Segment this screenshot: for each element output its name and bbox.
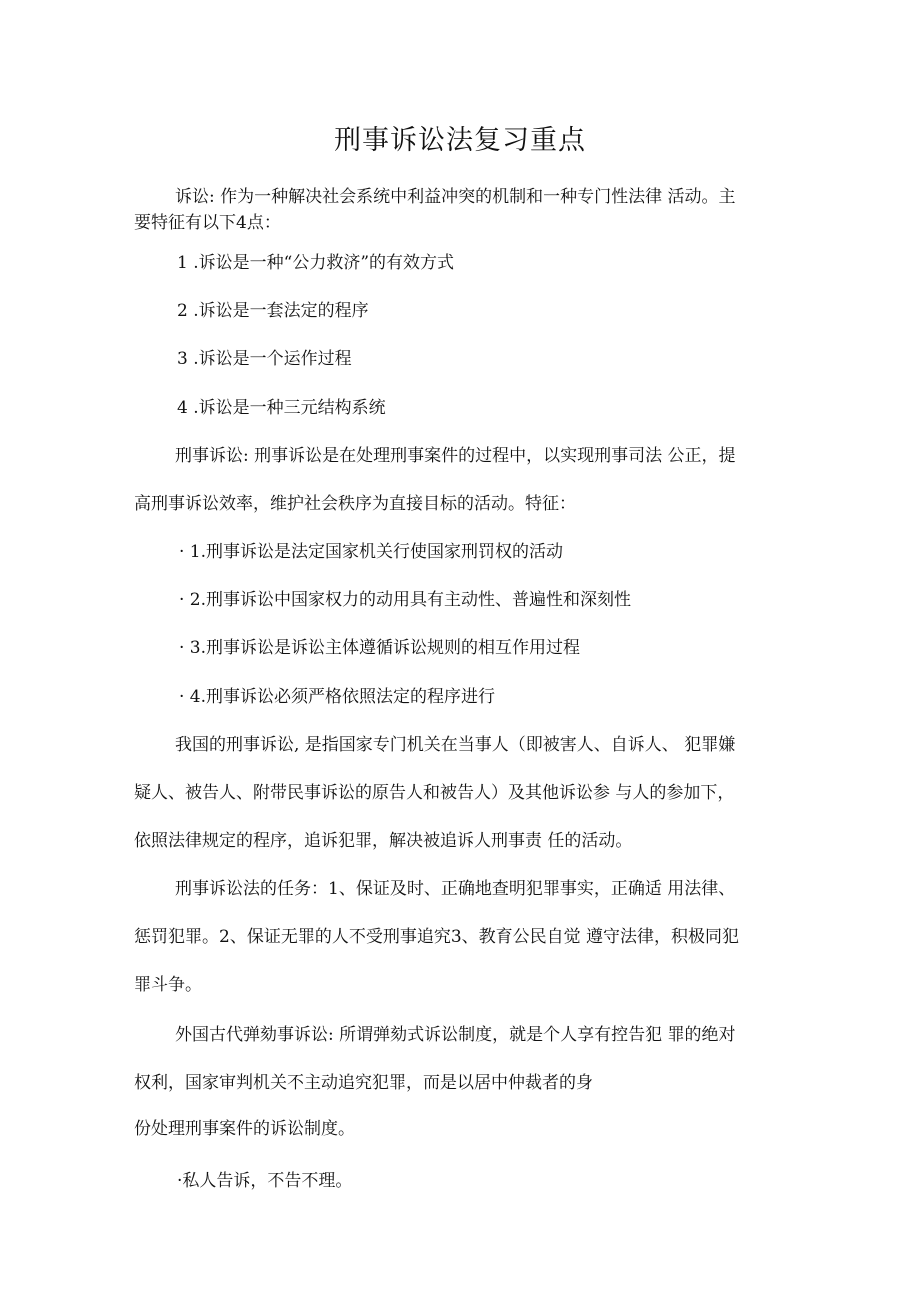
paragraph-litigation-line2: 要特征有以下4点： xyxy=(134,213,281,233)
paragraph-china-litigation-line3: 依照法律规定的程序，追诉犯罪，解决被追诉人刑事责 任的活动。 xyxy=(134,831,633,851)
paragraph-litigation-line1: 诉讼: 作为一种解决社会系统中利益冲突的机制和一种专门性法律 活动。主 xyxy=(175,187,736,207)
paragraph-criminal-litigation-line1: 刑事诉讼: 刑事诉讼是在处理刑事案件的过程中，以实现刑事司法 公正，提 xyxy=(175,446,736,466)
list-item: · 4.刑事诉讼必须严格依照法定的程序进行 xyxy=(179,687,496,707)
list-item: 3 .诉讼是一个运作过程 xyxy=(177,349,352,369)
paragraph-impeachment-line2: 权利，国家审判机关不主动追究犯罪，而是以居中仲裁者的身 xyxy=(134,1073,593,1093)
paragraph-impeachment-line1: 外国古代弹劾事诉讼: 所谓弹劾式诉讼制度，就是个人享有控告犯 罪的绝对 xyxy=(175,1025,736,1045)
paragraph-tasks-line1: 刑事诉讼法的任务：1、保证及时、正确地查明犯罪事实，正确适 用法律、 xyxy=(175,879,736,899)
paragraph-tasks-line2: 惩罚犯罪。2、保证无罪的人不受刑事追究3、教育公民自觉 遵守法律，积极同犯 xyxy=(134,927,740,947)
paragraph-china-litigation-line1: 我国的刑事诉讼, 是指国家专门机关在当事人（即被害人、自诉人、 犯罪嫌 xyxy=(175,735,736,755)
list-item: · 3.刑事诉讼是诉讼主体遵循诉讼规则的相互作用过程 xyxy=(179,638,581,658)
paragraph-criminal-litigation-line2: 高刑事诉讼效率，维护社会秩序为直接目标的活动。特征： xyxy=(134,494,576,514)
list-item: 4 .诉讼是一种三元结构系统 xyxy=(177,398,386,418)
list-item: 2 .诉讼是一套法定的程序 xyxy=(177,301,369,321)
list-item: · 2.刑事诉讼中国家权力的动用具有主动性、普遍性和深刻性 xyxy=(179,590,632,610)
list-item: · 1.刑事诉讼是法定国家机关行使国家刑罚权的活动 xyxy=(179,542,564,562)
list-item: 1 .诉讼是一种“公力救济”的有效方式 xyxy=(177,253,455,273)
paragraph-impeachment-line3: 份处理刑事案件的诉讼制度。 xyxy=(134,1119,355,1139)
document-title: 刑事诉讼法复习重点 xyxy=(334,125,586,156)
bullet-private-prosecution: ·私人告诉，不告不理。 xyxy=(177,1171,353,1191)
paragraph-china-litigation-line2: 疑人、被告人、附带民事诉讼的原告人和被告人）及其他诉讼参 与人的参加下， xyxy=(134,783,735,803)
paragraph-tasks-line3: 罪斗争。 xyxy=(134,975,202,995)
